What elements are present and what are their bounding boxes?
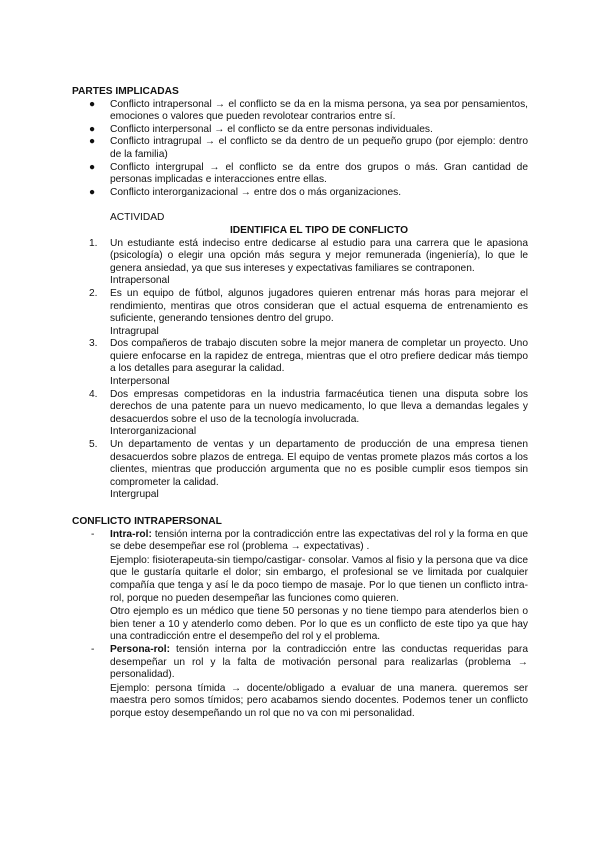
activity-label: ACTIVIDAD (110, 212, 165, 224)
intrapersonal-list (72, 529, 528, 721)
list-item (72, 187, 528, 200)
case-number: 2. (89, 287, 98, 299)
list-item (72, 162, 528, 187)
case-item (72, 238, 528, 288)
list-item-text: Conflicto intrapersonal → el conflicto se da en la misma persona, ya sea por pensamientos, emociones o valores que pueden revolotear contrarios entre sí. (110, 98, 528, 123)
case-number: 5. (89, 439, 98, 451)
case-text: Es un equipo de fútbol, algunos jugadores quieren entrenar más horas para mejorar el rendimiento, mentiras que otros consideran que el actual esquema de entrenamiento es suficiente, generando tensiones dentro del grupo. (110, 287, 528, 325)
case-item (72, 288, 528, 338)
list-item-text: Conflicto interorganizacional → entre dos o más organizaciones. (110, 186, 402, 198)
bullet-icon: ● (89, 123, 96, 135)
case-item (72, 338, 528, 388)
case-number: 4. (89, 388, 98, 400)
dash-icon: - (91, 528, 95, 540)
bullet-icon: ● (89, 161, 96, 173)
case-answer: Interorganizacional (110, 426, 197, 438)
intra-rol-example-1: Ejemplo: fisioterapeuta-sin tiempo/castigar- consolar. Vamos al fisio y la persona que va dice que le gustaría quitarle el dolor; sin embargo, el profesional se ve limitada por cualquier compañía que tenga y así le da poco tiempo de masaje. Por lo que tienen un conflicto intra-rol, porque no pueden desempeñar las funciones como quieren. (110, 554, 528, 604)
bullet-icon: ● (89, 186, 96, 198)
list-item (72, 136, 528, 161)
case-text: Un departamento de ventas y un departamento de producción de una empresa tienen desacuerdos sobre plazos de entrega. El equipo de ventas promete plazos más cortos a los clientes, mientras que producción argumenta que no es posible cumplir esos tiempos sin comprometer la calidad. (110, 439, 528, 488)
list-item-text: Conflicto intergrupal → el conflicto se da entre dos grupos o más. Gran cantidad de personas implicadas e interacciones entre ellas. (110, 161, 528, 186)
activity-cases (72, 238, 528, 502)
list-item (72, 99, 528, 124)
dash-icon: - (91, 643, 95, 655)
intra-rol-example-2: Otro ejemplo es un médico que tiene 50 personas y no tiene tiempo para atenderlos bien o bien tener a 10 y atenderlo como deben. Por lo que es un conflicto de este tipo ya que hay una contradicción entre el desempeño del rol y el problema. (110, 606, 528, 643)
persona-rol-term: Persona-rol: (110, 643, 171, 655)
parties-list (72, 99, 528, 200)
list-item (72, 124, 528, 137)
bullet-icon: ● (89, 98, 96, 110)
persona-rol-example: Ejemplo: persona tímida → docente/obligado a evaluar de una manera. queremos ser maestra pero somos tímidos; pero acabamos siendo docentes. Podemos tener un conflicto porque estoy desempeñando un rol que no va con mi personalidad. (110, 682, 528, 719)
intra-rol-definition-text: tensión interna por la contradicción entre las expectativas del rol y la forma en que se debe desempeñar ese rol (problema → expectativas) . (110, 528, 528, 553)
list-item-intra-rol (72, 529, 528, 644)
section-spacer (72, 502, 528, 516)
activity-title: IDENTIFICA EL TIPO DE CONFLICTO (229, 224, 409, 236)
case-number: 3. (89, 338, 98, 350)
case-text: Un estudiante está indeciso entre dedicarse al estudio para una carrera que le apasiona (psicología) o elegir una opción más segura y mejor remunerada (ingeniería), lo que le genera ansiedad, ya que sus intereses y expectativas familiares se contraponen. (110, 237, 528, 274)
case-item (72, 389, 528, 439)
document-page (72, 86, 528, 721)
case-item (72, 439, 528, 502)
case-answer: Intergrupal (110, 489, 159, 501)
case-number: 1. (89, 237, 98, 249)
intra-rol-term: Intra-rol: (110, 528, 152, 540)
list-item-text: Conflicto intragrupal → el conflicto se da dentro de un pequeño grupo (por ejemplo: dentro de la familia) (110, 136, 528, 160)
list-item-text: Conflicto interpersonal → el conflicto se da entre personas individuales. (110, 123, 433, 135)
list-item-persona-rol (72, 644, 528, 721)
case-answer: Intrapersonal (110, 275, 170, 287)
intra-rol-definition (110, 529, 528, 554)
section-heading-partes-implicadas: PARTES IMPLICADAS (72, 86, 179, 97)
case-answer: Intragrupal (110, 325, 159, 337)
case-answer: Interpersonal (110, 376, 170, 388)
persona-rol-definition-text: tensión interna por la contradicción entre las conductas requeridas para desempeñar un rol y la falta de motivación personal para realizarlas (problema → personalidad). (110, 643, 528, 681)
persona-rol-definition (110, 644, 528, 682)
bullet-icon: ● (89, 136, 96, 148)
case-text: Dos empresas competidoras en la industria farmacéutica tienen una disputa sobre los derechos de una patente para un nuevo medicamento, lo que lleva a demandas legales y desacuerdos sobre el uso de la tecnología involucrada. (110, 388, 528, 425)
section-heading-conflicto-intrapersonal: CONFLICTO INTRAPERSONAL (72, 516, 222, 527)
case-text: Dos compañeros de trabajo discuten sobre la mejor manera de completar un proyecto. Uno quiere enfocarse en la rapidez de entrega, mientras que el otro prefiere dedicar más tiempo a los detalles para asegurar la calidad. (110, 338, 528, 375)
